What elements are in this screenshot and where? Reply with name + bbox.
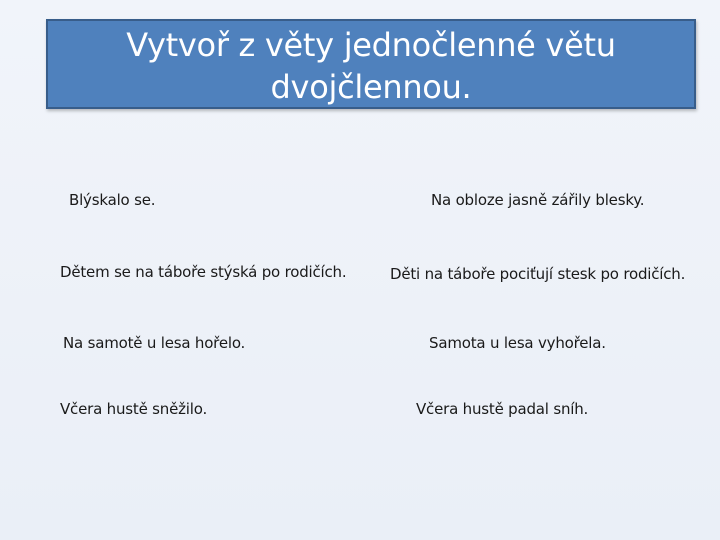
two-member-sentence-4: Včera hustě padal sníh. xyxy=(416,400,589,418)
slide-title: Vytvoř z věty jednočlenné větu dvojčlennou. xyxy=(126,26,616,106)
single-member-sentence-2: Dětem se na táboře stýská po rodičích. xyxy=(60,263,347,281)
two-member-sentence-1: Na obloze jasně zářily blesky. xyxy=(431,191,645,209)
title-box xyxy=(46,19,696,109)
two-member-sentence-2: Děti na táboře pociťují stesk po rodičích. xyxy=(390,265,686,283)
single-member-sentence-1: Blýskalo se. xyxy=(69,191,156,209)
single-member-sentence-3: Na samotě u lesa hořelo. xyxy=(63,334,246,352)
single-member-sentence-4: Včera hustě sněžilo. xyxy=(60,400,208,418)
two-member-sentence-3: Samota u lesa vyhořela. xyxy=(429,334,606,352)
